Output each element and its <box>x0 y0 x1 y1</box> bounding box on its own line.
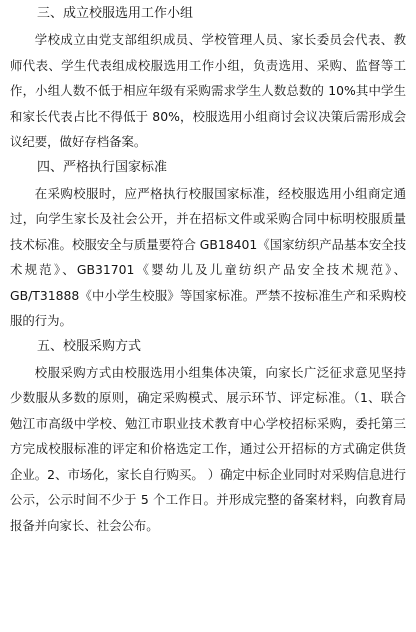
section-establish-group <box>10 4 406 155</box>
section-heading: 三、成立校服选用工作小组 <box>37 6 194 21</box>
section-national-standards <box>10 158 406 334</box>
section-paragraph: 校服采购方式由校服选用小组集体决策，向家长广泛征求意见坚持少数服从多数的原则，确定采购模式、展示环节、评定标准。（1、联合勉江市高级中学校、勉江市职业技术教育中心学校招标采购，委托第三方完成校服标准的评定和价格选定工作，通过公开招标的方式确定供货企业。2、市场化，家长自行购买。 ）确定中标企业同时对采购信息进行公示，公示时间不少于 5 个工作日。并形成完整的备案材料，向教育局报备并向家长、社会公布。 <box>10 364 406 533</box>
section-heading: 五、校服采购方式 <box>37 338 142 354</box>
section-procurement-method <box>10 337 406 539</box>
section-paragraph: 学校成立由党支部组织成员、学校管理人员、家长委员会代表、教师代表、学生代表组成校服选用工作小组，负责选用、采购、监督等工作，小组人数不低于相应年级有采购需求学生人数总数的 10%其中学生和家长代表占比不得低于 80%，校服选用小组商讨会议决策后需形成会议纪要，做好存档备案。 <box>10 32 406 149</box>
section-heading: 四、严格执行国家标准 <box>37 159 168 175</box>
section-paragraph: 在采购校服时，应严格执行校服国家标准，经校服选用小组商定通过，向学生家长及社会公开，并在招标文件或采购合同中标明校服质量技术标准。校服安全与质量要符合 GB18401《国家纺织产品基本安全技术规范》、GB31701《婴幼儿及儿童纺织产品安全技术规范》、GB/T31888《中小学生校服》等国家标准。严禁不按标准生产和采购校服的行为。 <box>10 185 407 328</box>
